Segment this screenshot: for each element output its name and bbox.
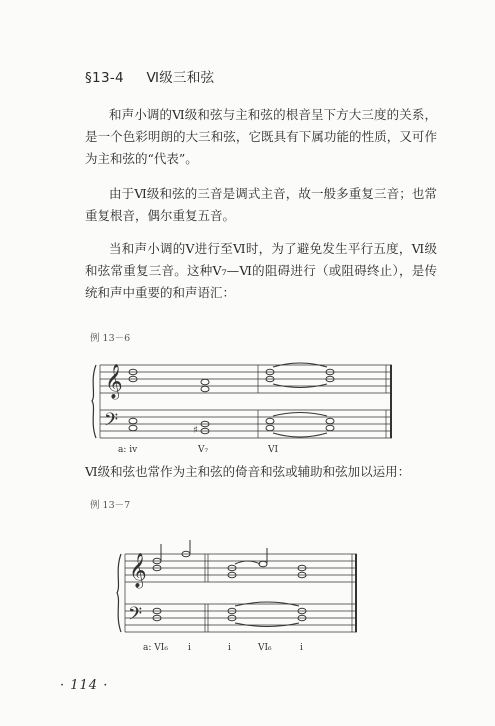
paragraph-4: Ⅵ级和弦也常作为主和弦的倚音和弦或辅助和弦加以运用：: [85, 464, 411, 479]
example-1-score: [0, 355, 495, 455]
chord-label: VI₆: [258, 643, 272, 653]
paragraph-2: 由于Ⅵ级和弦的三音是调式主音，故一般多重复三音；也常重复根音，偶尔重复五音。: [85, 186, 437, 223]
chord-label: i: [228, 643, 231, 653]
chord-label: VI: [268, 445, 279, 455]
treble-clef-icon: 𝄞: [129, 553, 147, 588]
paragraph-3: 当和声小调的Ⅴ进行至Ⅵ时，为了避免发生平行五度，Ⅵ级和弦常重复三音。这种V₇—Ⅵ的阻碍进行（或阻碍终止），是传统和声中重要的和声语汇：: [85, 241, 437, 300]
example-2-label: 例 13－7: [90, 500, 131, 511]
svg-text:♯: ♯: [193, 425, 198, 436]
example-2-score: [0, 540, 495, 655]
chord-label: a: iv: [118, 445, 138, 455]
bass-clef-icon: 𝄢: [104, 410, 119, 435]
bass-clef-icon: 𝄢: [128, 604, 143, 629]
section-number: §13-4: [85, 70, 124, 86]
chord-label: i: [300, 643, 303, 653]
treble-clef-icon: 𝄞: [105, 364, 123, 399]
chord-label: a: VI₆: [143, 643, 168, 653]
example-1-label: 例 13－6: [90, 333, 131, 344]
page-number: · 114 ·: [60, 678, 109, 693]
chord-label: i: [188, 643, 191, 653]
section-title: Ⅵ级三和弦: [146, 70, 215, 86]
chord-label: V₇: [198, 445, 209, 455]
section-heading: [85, 66, 214, 86]
paragraph-1: 和声小调的Ⅵ级和弦与主和弦的根音呈下方大三度的关系，是一个色彩明朗的大三和弦，它既具有下属功能的性质，又可作为主和弦的“代表”。: [85, 107, 437, 166]
